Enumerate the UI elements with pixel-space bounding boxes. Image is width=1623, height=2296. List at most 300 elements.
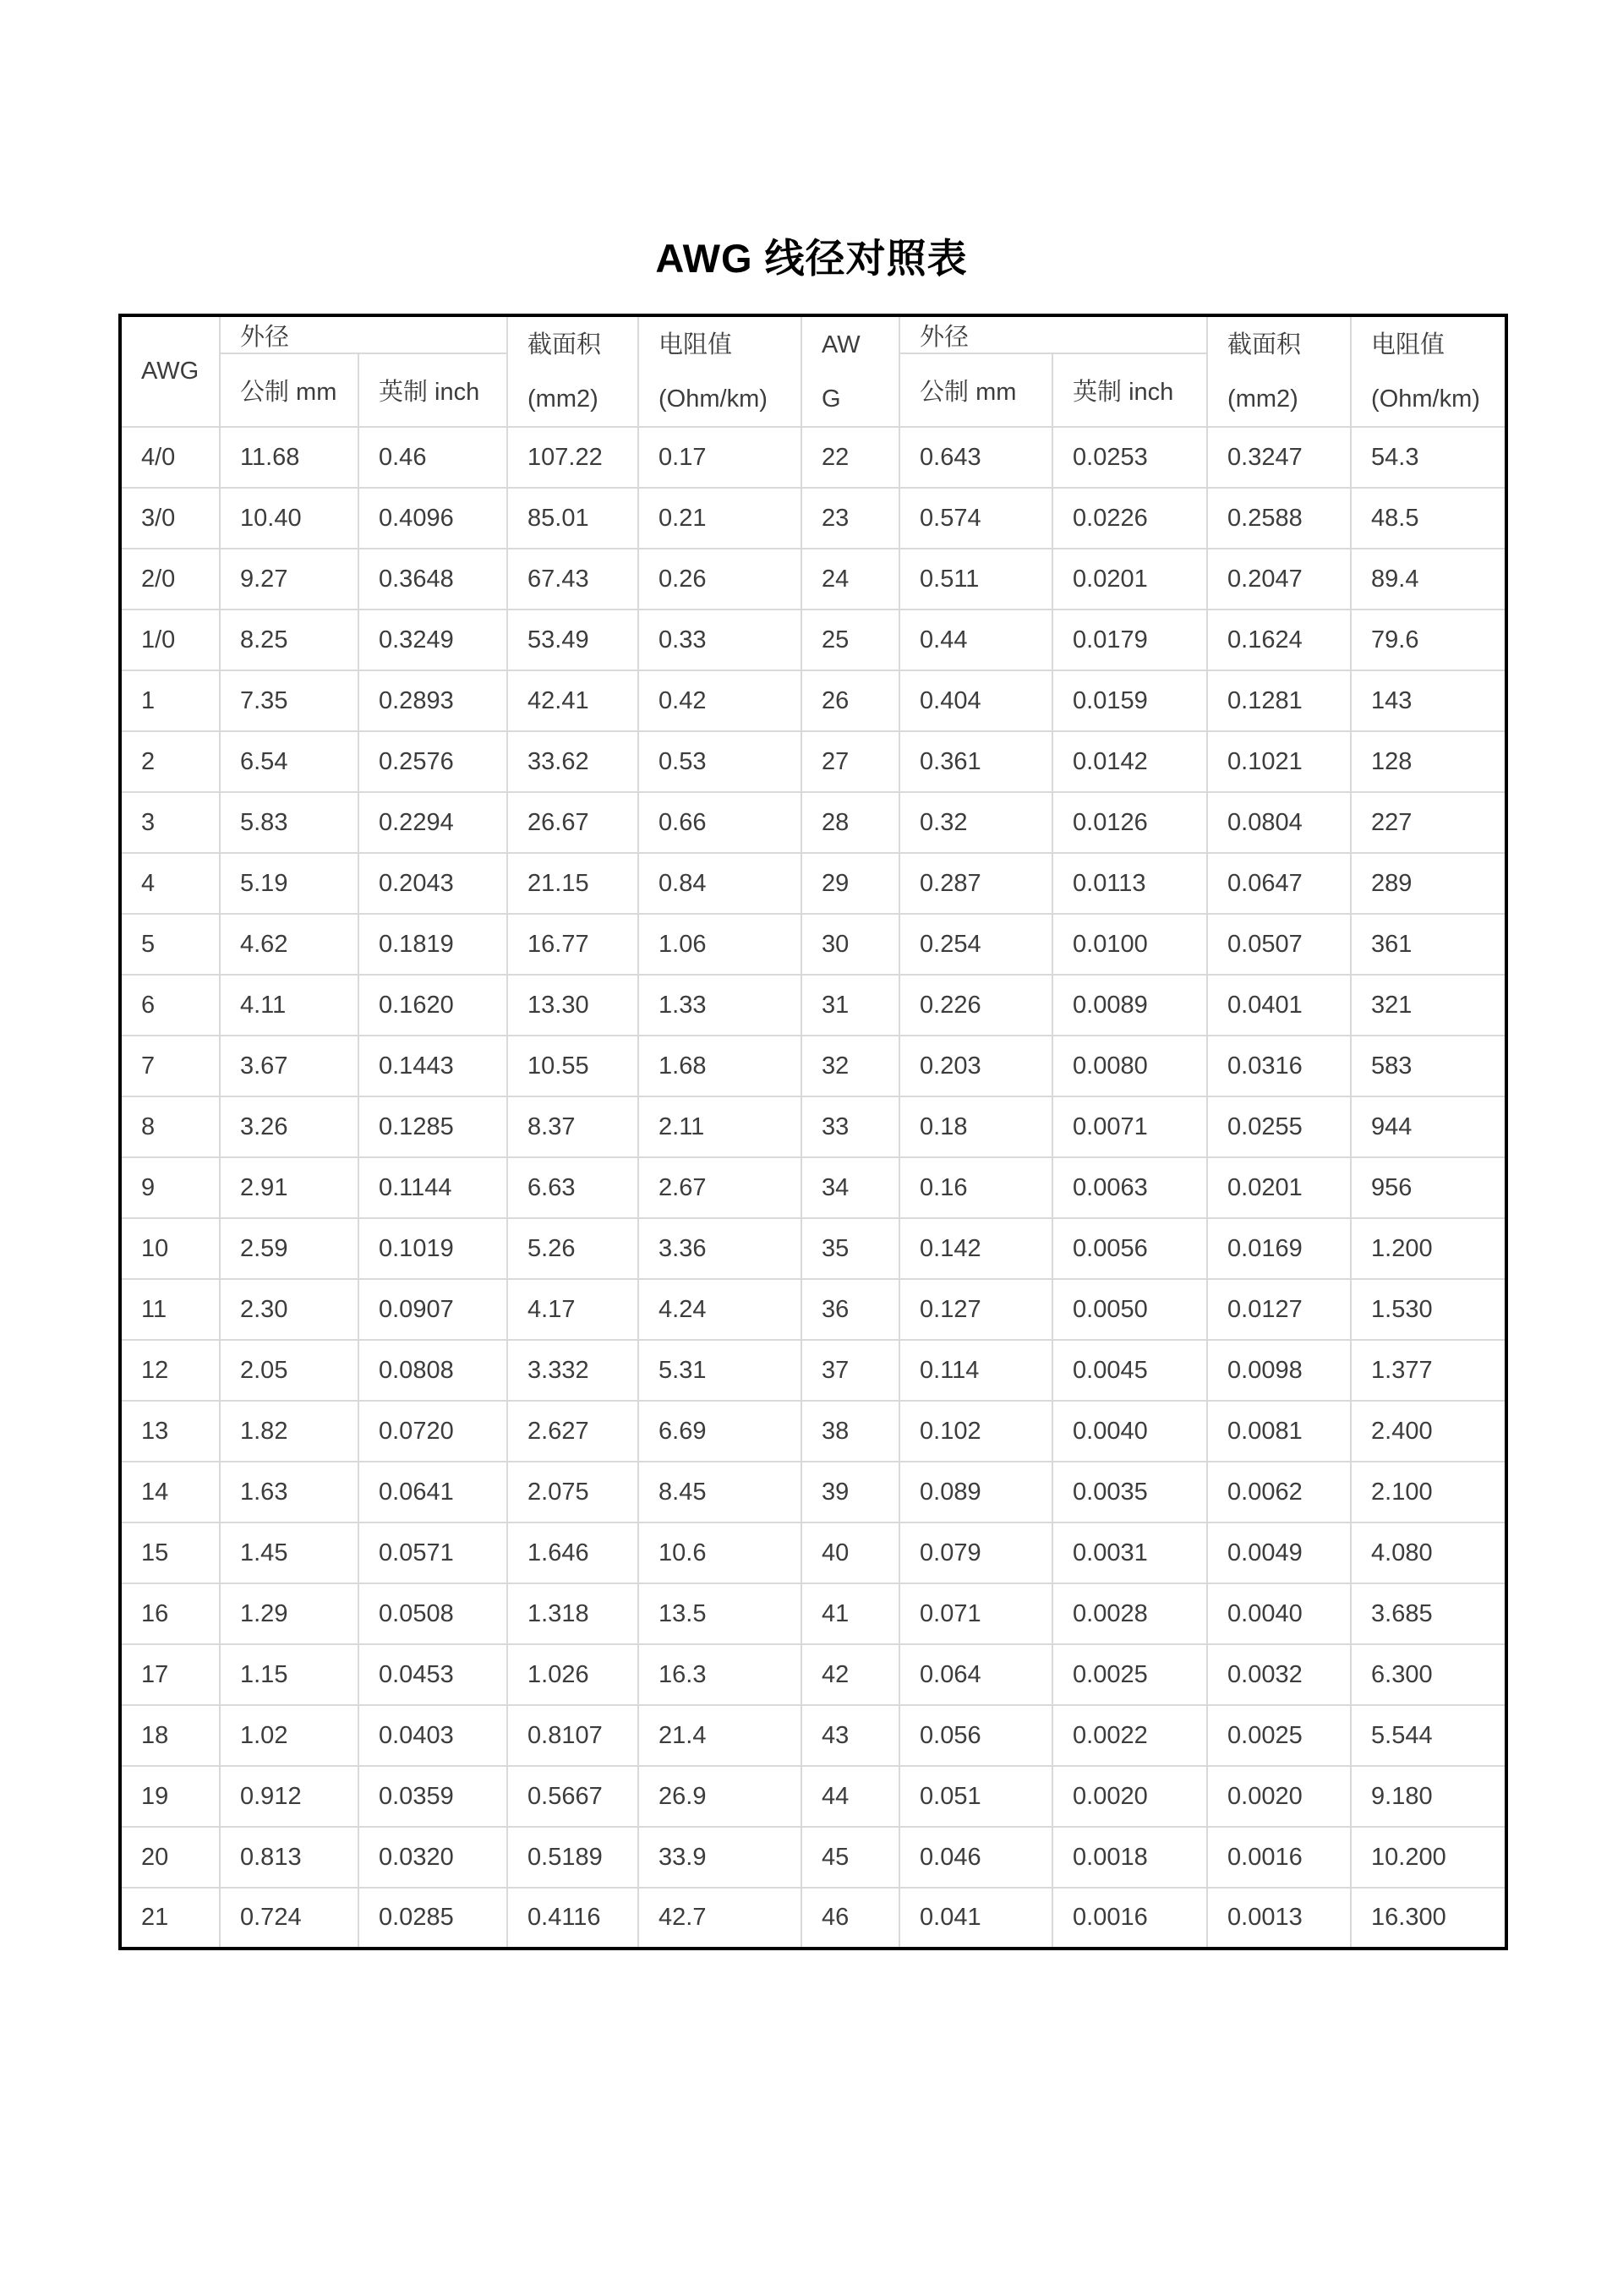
metric-mm-cell-right: 0.18 <box>899 1096 1052 1157</box>
resistance-cell-left: 1.68 <box>638 1036 801 1096</box>
awg-cell-left: 20 <box>120 1827 220 1888</box>
imperial-inch-cell-left: 0.0285 <box>358 1888 507 1949</box>
metric-mm-cell-right: 0.102 <box>899 1401 1052 1462</box>
awg-cell-right: 41 <box>801 1583 899 1644</box>
metric-mm-cell-left: 2.30 <box>220 1279 358 1340</box>
area-cell-right: 0.1021 <box>1207 731 1351 792</box>
imperial-inch-cell-left: 0.1443 <box>358 1036 507 1096</box>
table-row <box>120 1401 1506 1462</box>
header-area-right <box>1207 315 1351 427</box>
awg-cell-right: 34 <box>801 1157 899 1218</box>
area-cell-left: 26.67 <box>507 792 638 853</box>
area-cell-right: 0.0401 <box>1207 975 1351 1036</box>
resistance-cell-right: 89.4 <box>1351 549 1506 610</box>
imperial-inch-cell-left: 0.46 <box>358 427 507 488</box>
area-cell-right: 0.1624 <box>1207 610 1351 670</box>
awg-cell-left: 2 <box>120 731 220 792</box>
metric-mm-cell-left: 8.25 <box>220 610 358 670</box>
metric-mm-cell-right: 0.114 <box>899 1340 1052 1401</box>
area-cell-right: 0.0032 <box>1207 1644 1351 1705</box>
imperial-inch-cell-right: 0.0028 <box>1052 1583 1207 1644</box>
imperial-inch-cell-left: 0.0403 <box>358 1705 507 1766</box>
area-cell-left: 0.8107 <box>507 1705 638 1766</box>
area-cell-right: 0.0255 <box>1207 1096 1351 1157</box>
area-cell-right: 0.0647 <box>1207 853 1351 914</box>
header-imperial-inch-left: 英制 inch <box>358 353 507 427</box>
awg-cell-left: 9 <box>120 1157 220 1218</box>
area-cell-left: 0.5189 <box>507 1827 638 1888</box>
imperial-inch-cell-right: 0.0253 <box>1052 427 1207 488</box>
awg-cell-left: 11 <box>120 1279 220 1340</box>
awg-cell-right: 33 <box>801 1096 899 1157</box>
imperial-inch-cell-left: 0.0453 <box>358 1644 507 1705</box>
imperial-inch-cell-right: 0.0142 <box>1052 731 1207 792</box>
metric-mm-cell-left: 1.63 <box>220 1462 358 1522</box>
metric-mm-cell-right: 0.574 <box>899 488 1052 549</box>
header-awg-left: AWG <box>120 315 220 427</box>
imperial-inch-cell-left: 0.0720 <box>358 1401 507 1462</box>
resistance-cell-right: 1.530 <box>1351 1279 1506 1340</box>
area-cell-right: 0.0201 <box>1207 1157 1351 1218</box>
metric-mm-cell-right: 0.32 <box>899 792 1052 853</box>
imperial-inch-cell-left: 0.3249 <box>358 610 507 670</box>
awg-cell-left: 1 <box>120 670 220 731</box>
header-area-left-line2: (mm2) <box>527 385 598 413</box>
imperial-inch-cell-right: 0.0020 <box>1052 1766 1207 1827</box>
awg-cell-right: 42 <box>801 1644 899 1705</box>
table-row <box>120 670 1506 731</box>
table-row <box>120 610 1506 670</box>
metric-mm-cell-left: 7.35 <box>220 670 358 731</box>
awg-cell-right: 37 <box>801 1340 899 1401</box>
awg-cell-right: 40 <box>801 1522 899 1583</box>
table-row <box>120 1888 1506 1949</box>
resistance-cell-right: 9.180 <box>1351 1766 1506 1827</box>
imperial-inch-cell-right: 0.0179 <box>1052 610 1207 670</box>
imperial-inch-cell-right: 0.0159 <box>1052 670 1207 731</box>
area-cell-left: 1.646 <box>507 1522 638 1583</box>
metric-mm-cell-right: 0.16 <box>899 1157 1052 1218</box>
imperial-inch-cell-left: 0.0320 <box>358 1827 507 1888</box>
resistance-cell-right: 10.200 <box>1351 1827 1506 1888</box>
header-resistance-right-line1: 电阻值 <box>1371 331 1445 358</box>
metric-mm-cell-left: 11.68 <box>220 427 358 488</box>
resistance-cell-left: 21.4 <box>638 1705 801 1766</box>
metric-mm-cell-left: 10.40 <box>220 488 358 549</box>
metric-mm-cell-right: 0.404 <box>899 670 1052 731</box>
header-area-right-line2: (mm2) <box>1227 385 1298 413</box>
table-row <box>120 1462 1506 1522</box>
table-row <box>120 1766 1506 1827</box>
metric-mm-cell-left: 1.29 <box>220 1583 358 1644</box>
awg-cell-right: 46 <box>801 1888 899 1949</box>
metric-mm-cell-right: 0.142 <box>899 1218 1052 1279</box>
imperial-inch-cell-left: 0.2043 <box>358 853 507 914</box>
area-cell-right: 0.0316 <box>1207 1036 1351 1096</box>
awg-cell-left: 4/0 <box>120 427 220 488</box>
awg-cell-right: 39 <box>801 1462 899 1522</box>
area-cell-left: 67.43 <box>507 549 638 610</box>
metric-mm-cell-right: 0.056 <box>899 1705 1052 1766</box>
awg-cell-left: 1/0 <box>120 610 220 670</box>
resistance-cell-left: 0.21 <box>638 488 801 549</box>
awg-cell-left: 8 <box>120 1096 220 1157</box>
metric-mm-cell-left: 3.26 <box>220 1096 358 1157</box>
area-cell-left: 4.17 <box>507 1279 638 1340</box>
resistance-cell-right: 2.100 <box>1351 1462 1506 1522</box>
area-cell-left: 42.41 <box>507 670 638 731</box>
resistance-cell-right: 5.544 <box>1351 1705 1506 1766</box>
awg-cell-right: 29 <box>801 853 899 914</box>
area-cell-right: 0.2047 <box>1207 549 1351 610</box>
awg-cell-left: 18 <box>120 1705 220 1766</box>
table-row <box>120 853 1506 914</box>
table-row <box>120 1157 1506 1218</box>
imperial-inch-cell-right: 0.0089 <box>1052 975 1207 1036</box>
resistance-cell-right: 79.6 <box>1351 610 1506 670</box>
area-cell-right: 0.0013 <box>1207 1888 1351 1949</box>
imperial-inch-cell-right: 0.0018 <box>1052 1827 1207 1888</box>
table-row <box>120 1096 1506 1157</box>
table-row <box>120 1644 1506 1705</box>
resistance-cell-left: 0.33 <box>638 610 801 670</box>
imperial-inch-cell-right: 0.0056 <box>1052 1218 1207 1279</box>
area-cell-left: 6.63 <box>507 1157 638 1218</box>
header-area-left-line1: 截面积 <box>527 331 602 358</box>
resistance-cell-left: 1.33 <box>638 975 801 1036</box>
resistance-cell-right: 944 <box>1351 1096 1506 1157</box>
area-cell-left: 13.30 <box>507 975 638 1036</box>
metric-mm-cell-right: 0.089 <box>899 1462 1052 1522</box>
header-resistance-right-line2: (Ohm/km) <box>1371 385 1480 413</box>
awg-cell-right: 44 <box>801 1766 899 1827</box>
awg-cell-right: 30 <box>801 914 899 975</box>
imperial-inch-cell-right: 0.0050 <box>1052 1279 1207 1340</box>
imperial-inch-cell-right: 0.0045 <box>1052 1340 1207 1401</box>
area-cell-left: 16.77 <box>507 914 638 975</box>
table-row <box>120 427 1506 488</box>
awg-cell-right: 38 <box>801 1401 899 1462</box>
header-imperial-inch-right: 英制 inch <box>1052 353 1207 427</box>
imperial-inch-cell-left: 0.0571 <box>358 1522 507 1583</box>
imperial-inch-cell-left: 0.1144 <box>358 1157 507 1218</box>
page-title: AWG 线径对照表 <box>655 236 968 281</box>
resistance-cell-left: 5.31 <box>638 1340 801 1401</box>
imperial-inch-cell-right: 0.0080 <box>1052 1036 1207 1096</box>
table-row <box>120 488 1506 549</box>
resistance-cell-left: 2.67 <box>638 1157 801 1218</box>
awg-cell-left: 19 <box>120 1766 220 1827</box>
metric-mm-cell-right: 0.051 <box>899 1766 1052 1827</box>
area-cell-left: 0.5667 <box>507 1766 638 1827</box>
imperial-inch-cell-left: 0.1620 <box>358 975 507 1036</box>
metric-mm-cell-left: 9.27 <box>220 549 358 610</box>
table-row <box>120 1279 1506 1340</box>
awg-cell-right: 24 <box>801 549 899 610</box>
area-cell-right: 0.0020 <box>1207 1766 1351 1827</box>
header-resistance-left <box>638 315 801 427</box>
header-metric-mm-left: 公制 mm <box>220 353 358 427</box>
imperial-inch-cell-left: 0.1019 <box>358 1218 507 1279</box>
area-cell-left: 5.26 <box>507 1218 638 1279</box>
resistance-cell-left: 3.36 <box>638 1218 801 1279</box>
header-outer-diameter-left: 外径 <box>220 315 507 353</box>
imperial-inch-cell-left: 0.1819 <box>358 914 507 975</box>
header-awg-right <box>801 315 899 427</box>
header-outer-diameter-right: 外径 <box>899 315 1207 353</box>
area-cell-right: 0.0040 <box>1207 1583 1351 1644</box>
table-row <box>120 975 1506 1036</box>
awg-cell-right: 32 <box>801 1036 899 1096</box>
awg-cell-left: 21 <box>120 1888 220 1949</box>
metric-mm-cell-left: 0.813 <box>220 1827 358 1888</box>
table-row <box>120 731 1506 792</box>
imperial-inch-cell-left: 0.2576 <box>358 731 507 792</box>
imperial-inch-cell-right: 0.0040 <box>1052 1401 1207 1462</box>
area-cell-right: 0.3247 <box>1207 427 1351 488</box>
table-row <box>120 1827 1506 1888</box>
resistance-cell-left: 0.53 <box>638 731 801 792</box>
area-cell-left: 10.55 <box>507 1036 638 1096</box>
metric-mm-cell-right: 0.44 <box>899 610 1052 670</box>
awg-cell-right: 25 <box>801 610 899 670</box>
metric-mm-cell-right: 0.511 <box>899 549 1052 610</box>
awg-cell-left: 16 <box>120 1583 220 1644</box>
area-cell-left: 85.01 <box>507 488 638 549</box>
imperial-inch-cell-right: 0.0063 <box>1052 1157 1207 1218</box>
table-header <box>120 315 1506 427</box>
table-row <box>120 1583 1506 1644</box>
header-row-top <box>120 315 1506 353</box>
imperial-inch-cell-right: 0.0071 <box>1052 1096 1207 1157</box>
resistance-cell-right: 583 <box>1351 1036 1506 1096</box>
awg-cell-right: 45 <box>801 1827 899 1888</box>
awg-cell-left: 3/0 <box>120 488 220 549</box>
awg-cell-right: 28 <box>801 792 899 853</box>
area-cell-left: 0.4116 <box>507 1888 638 1949</box>
metric-mm-cell-left: 5.19 <box>220 853 358 914</box>
resistance-cell-right: 143 <box>1351 670 1506 731</box>
metric-mm-cell-right: 0.254 <box>899 914 1052 975</box>
metric-mm-cell-right: 0.287 <box>899 853 1052 914</box>
awg-cell-right: 35 <box>801 1218 899 1279</box>
imperial-inch-cell-right: 0.0226 <box>1052 488 1207 549</box>
imperial-inch-cell-right: 0.0035 <box>1052 1462 1207 1522</box>
area-cell-left: 2.075 <box>507 1462 638 1522</box>
table-row <box>120 1340 1506 1401</box>
header-awg-right-line1: AW <box>822 331 861 358</box>
area-cell-right: 0.0062 <box>1207 1462 1351 1522</box>
header-area-right-line1: 截面积 <box>1227 331 1302 358</box>
area-cell-right: 0.0127 <box>1207 1279 1351 1340</box>
imperial-inch-cell-left: 0.2294 <box>358 792 507 853</box>
imperial-inch-cell-left: 0.0641 <box>358 1462 507 1522</box>
resistance-cell-right: 54.3 <box>1351 427 1506 488</box>
metric-mm-cell-right: 0.226 <box>899 975 1052 1036</box>
resistance-cell-right: 48.5 <box>1351 488 1506 549</box>
awg-cell-left: 2/0 <box>120 549 220 610</box>
area-cell-left: 53.49 <box>507 610 638 670</box>
imperial-inch-cell-right: 0.0100 <box>1052 914 1207 975</box>
table-row <box>120 914 1506 975</box>
metric-mm-cell-right: 0.361 <box>899 731 1052 792</box>
metric-mm-cell-right: 0.041 <box>899 1888 1052 1949</box>
area-cell-left: 3.332 <box>507 1340 638 1401</box>
header-resistance-left-line1: 电阻值 <box>658 331 733 358</box>
resistance-cell-right: 4.080 <box>1351 1522 1506 1583</box>
resistance-cell-right: 3.685 <box>1351 1583 1506 1644</box>
resistance-cell-left: 0.26 <box>638 549 801 610</box>
resistance-cell-right: 361 <box>1351 914 1506 975</box>
resistance-cell-left: 42.7 <box>638 1888 801 1949</box>
awg-cell-left: 6 <box>120 975 220 1036</box>
resistance-cell-left: 16.3 <box>638 1644 801 1705</box>
awg-cell-left: 7 <box>120 1036 220 1096</box>
table-row <box>120 1218 1506 1279</box>
area-cell-left: 2.627 <box>507 1401 638 1462</box>
header-resistance-right <box>1351 315 1506 427</box>
resistance-cell-left: 4.24 <box>638 1279 801 1340</box>
awg-cell-right: 26 <box>801 670 899 731</box>
imperial-inch-cell-right: 0.0126 <box>1052 792 1207 853</box>
area-cell-right: 0.0081 <box>1207 1401 1351 1462</box>
resistance-cell-left: 0.42 <box>638 670 801 731</box>
imperial-inch-cell-left: 0.0508 <box>358 1583 507 1644</box>
area-cell-right: 0.0049 <box>1207 1522 1351 1583</box>
awg-comparison-table <box>118 314 1508 1950</box>
area-cell-left: 8.37 <box>507 1096 638 1157</box>
area-cell-right: 0.0098 <box>1207 1340 1351 1401</box>
imperial-inch-cell-right: 0.0016 <box>1052 1888 1207 1949</box>
metric-mm-cell-left: 2.91 <box>220 1157 358 1218</box>
header-area-left <box>507 315 638 427</box>
area-cell-right: 0.0804 <box>1207 792 1351 853</box>
imperial-inch-cell-left: 0.4096 <box>358 488 507 549</box>
metric-mm-cell-left: 0.724 <box>220 1888 358 1949</box>
header-metric-mm-right: 公制 mm <box>899 353 1052 427</box>
area-cell-left: 1.026 <box>507 1644 638 1705</box>
resistance-cell-left: 13.5 <box>638 1583 801 1644</box>
resistance-cell-right: 1.200 <box>1351 1218 1506 1279</box>
resistance-cell-left: 33.9 <box>638 1827 801 1888</box>
table-row <box>120 1705 1506 1766</box>
awg-cell-left: 3 <box>120 792 220 853</box>
resistance-cell-left: 26.9 <box>638 1766 801 1827</box>
area-cell-left: 1.318 <box>507 1583 638 1644</box>
awg-cell-right: 27 <box>801 731 899 792</box>
imperial-inch-cell-left: 0.0808 <box>358 1340 507 1401</box>
awg-cell-left: 4 <box>120 853 220 914</box>
imperial-inch-cell-left: 0.3648 <box>358 549 507 610</box>
imperial-inch-cell-right: 0.0025 <box>1052 1644 1207 1705</box>
metric-mm-cell-right: 0.071 <box>899 1583 1052 1644</box>
metric-mm-cell-left: 3.67 <box>220 1036 358 1096</box>
resistance-cell-right: 321 <box>1351 975 1506 1036</box>
resistance-cell-left: 1.06 <box>638 914 801 975</box>
area-cell-right: 0.0169 <box>1207 1218 1351 1279</box>
area-cell-right: 0.0025 <box>1207 1705 1351 1766</box>
metric-mm-cell-left: 1.15 <box>220 1644 358 1705</box>
table-row <box>120 792 1506 853</box>
metric-mm-cell-left: 1.45 <box>220 1522 358 1583</box>
imperial-inch-cell-left: 0.0359 <box>358 1766 507 1827</box>
awg-cell-right: 22 <box>801 427 899 488</box>
metric-mm-cell-right: 0.046 <box>899 1827 1052 1888</box>
resistance-cell-left: 0.17 <box>638 427 801 488</box>
awg-cell-left: 15 <box>120 1522 220 1583</box>
area-cell-right: 0.2588 <box>1207 488 1351 549</box>
resistance-cell-right: 6.300 <box>1351 1644 1506 1705</box>
area-cell-left: 33.62 <box>507 731 638 792</box>
header-resistance-left-line2: (Ohm/km) <box>658 385 768 413</box>
resistance-cell-left: 8.45 <box>638 1462 801 1522</box>
imperial-inch-cell-right: 0.0031 <box>1052 1522 1207 1583</box>
metric-mm-cell-left: 2.05 <box>220 1340 358 1401</box>
awg-cell-right: 31 <box>801 975 899 1036</box>
resistance-cell-right: 16.300 <box>1351 1888 1506 1949</box>
awg-cell-right: 36 <box>801 1279 899 1340</box>
awg-cell-left: 5 <box>120 914 220 975</box>
table-row <box>120 1036 1506 1096</box>
resistance-cell-left: 0.66 <box>638 792 801 853</box>
metric-mm-cell-left: 4.11 <box>220 975 358 1036</box>
area-cell-left: 21.15 <box>507 853 638 914</box>
resistance-cell-right: 289 <box>1351 853 1506 914</box>
resistance-cell-right: 956 <box>1351 1157 1506 1218</box>
metric-mm-cell-right: 0.079 <box>899 1522 1052 1583</box>
resistance-cell-right: 227 <box>1351 792 1506 853</box>
area-cell-right: 0.1281 <box>1207 670 1351 731</box>
awg-cell-right: 23 <box>801 488 899 549</box>
metric-mm-cell-left: 2.59 <box>220 1218 358 1279</box>
metric-mm-cell-right: 0.064 <box>899 1644 1052 1705</box>
imperial-inch-cell-left: 0.0907 <box>358 1279 507 1340</box>
resistance-cell-right: 1.377 <box>1351 1340 1506 1401</box>
awg-cell-left: 12 <box>120 1340 220 1401</box>
resistance-cell-right: 2.400 <box>1351 1401 1506 1462</box>
header-awg-right-line2: G <box>822 385 841 413</box>
metric-mm-cell-left: 4.62 <box>220 914 358 975</box>
awg-cell-right: 43 <box>801 1705 899 1766</box>
metric-mm-cell-right: 0.127 <box>899 1279 1052 1340</box>
metric-mm-cell-left: 6.54 <box>220 731 358 792</box>
metric-mm-cell-left: 1.82 <box>220 1401 358 1462</box>
awg-cell-left: 14 <box>120 1462 220 1522</box>
metric-mm-cell-left: 5.83 <box>220 792 358 853</box>
table-row <box>120 1522 1506 1583</box>
area-cell-right: 0.0507 <box>1207 914 1351 975</box>
resistance-cell-left: 10.6 <box>638 1522 801 1583</box>
table-row <box>120 549 1506 610</box>
metric-mm-cell-left: 0.912 <box>220 1766 358 1827</box>
resistance-cell-left: 6.69 <box>638 1401 801 1462</box>
resistance-cell-left: 0.84 <box>638 853 801 914</box>
imperial-inch-cell-left: 0.2893 <box>358 670 507 731</box>
awg-cell-left: 13 <box>120 1401 220 1462</box>
imperial-inch-cell-right: 0.0201 <box>1052 549 1207 610</box>
resistance-cell-right: 128 <box>1351 731 1506 792</box>
table-body <box>120 427 1506 1949</box>
area-cell-right: 0.0016 <box>1207 1827 1351 1888</box>
imperial-inch-cell-right: 0.0022 <box>1052 1705 1207 1766</box>
awg-cell-left: 10 <box>120 1218 220 1279</box>
metric-mm-cell-right: 0.203 <box>899 1036 1052 1096</box>
metric-mm-cell-right: 0.643 <box>899 427 1052 488</box>
resistance-cell-left: 2.11 <box>638 1096 801 1157</box>
imperial-inch-cell-left: 0.1285 <box>358 1096 507 1157</box>
awg-cell-left: 17 <box>120 1644 220 1705</box>
metric-mm-cell-left: 1.02 <box>220 1705 358 1766</box>
